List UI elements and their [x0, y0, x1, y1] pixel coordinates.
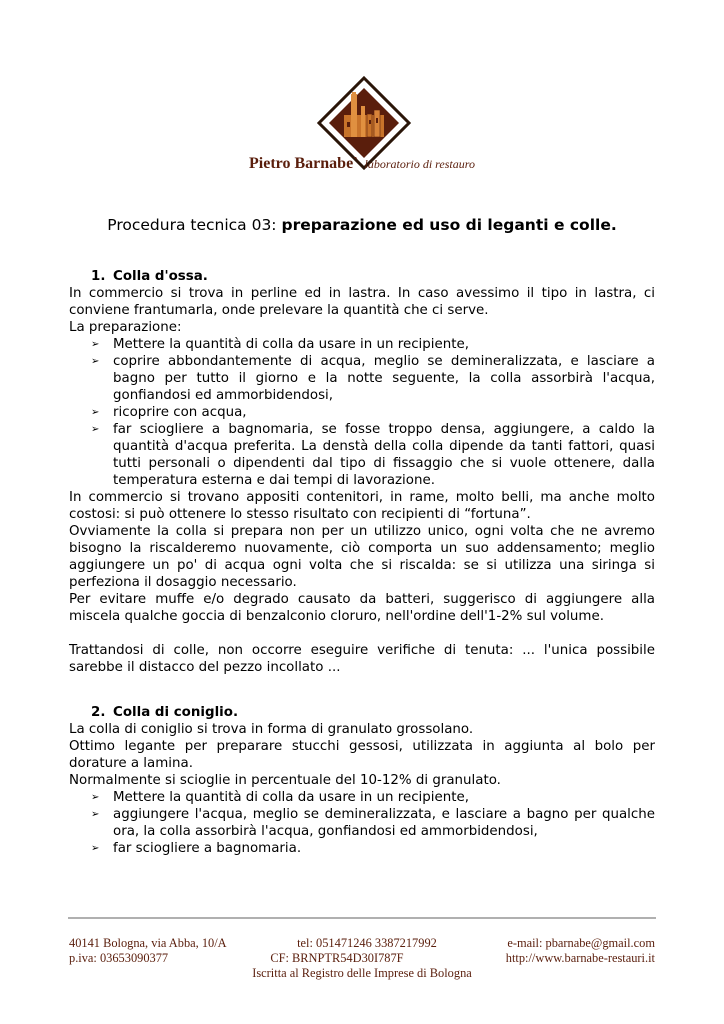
- paragraph: In commercio si trova in perline ed in lastra. In caso avessimo il tipo in lastra, ci conviene frantumarla, onde prelevare la quantità che ci serve.: [69, 286, 655, 318]
- arrow-bullet-icon: ➢: [91, 407, 100, 418]
- list-item: ➢ ricoprire con acqua,: [91, 405, 247, 420]
- footer-website-link[interactable]: http://www.barnabe-restauri.it: [505, 951, 655, 965]
- arrow-bullet-icon: ➢: [91, 843, 100, 854]
- paragraph: La preparazione:: [69, 320, 182, 335]
- document-title: [0, 216, 724, 234]
- bullet-list: [69, 789, 655, 857]
- arrow-bullet-icon: ➢: [91, 424, 100, 435]
- list-item: ➢ coprire abbondantemente di acqua, meglio se demineralizzata, e lasciare a bagno per tutto il giorno e la notte seguente, la colla assorbirà l'acqua, gonfiandosi ed ammorbidendosi,: [91, 354, 655, 403]
- list-item: ➢ Mettere la quantità di colla da usare in un recipiente,: [91, 337, 469, 352]
- footer-email[interactable]: e-mail: pbarnabe@gmail.com: [507, 936, 655, 950]
- footer-cf: CF: BRNPTR54D30I787F: [270, 951, 404, 965]
- list-item: ➢ far sciogliere a bagnomaria, se fosse troppo densa, aggiungere, a caldo la quantità d'acqua preferita. La denstà della colla dipende da tanti fattori, quasi tutti personali o dipendenti dal tipo di fissaggio che si vuole ottenere, dalla temperatura esterna e dai tempi di lavorazione.: [91, 422, 655, 488]
- footer-divider: [68, 917, 656, 919]
- brand-tagline: laboratorio di restauro: [364, 157, 475, 171]
- list-item: ➢ far sciogliere a bagnomaria.: [91, 841, 302, 856]
- footer-registry: Iscritta al Registro delle Imprese di Bologna: [252, 966, 472, 980]
- footer: [69, 936, 655, 981]
- arrow-bullet-icon: ➢: [91, 339, 100, 350]
- title-main: preparazione ed uso di leganti e colle.: [281, 216, 617, 234]
- paragraph: Per evitare muffe e/o degrado causato da batteri, suggerisco di aggiungere alla miscela qualche goccia di benzalconio cloruro, nell'ordine dell'1-2% sul volume.: [69, 592, 655, 624]
- footer-address: 40141 Bologna, via Abba, 10/A: [69, 936, 227, 950]
- list-item: ➢ aggiungere l'acqua, meglio se demineralizzata, e lasciare a bagno per qualche ora, la colla assorbirà l'acqua, gonfiandosi ed ammorbidendosi,: [91, 807, 655, 839]
- arrow-bullet-icon: ➢: [91, 809, 100, 820]
- title-prefix: Procedura tecnica 03:: [107, 216, 282, 234]
- brand-line: [0, 155, 724, 173]
- paragraph: In commercio si trovano appositi contenitori, in rame, molto belli, ma anche molto costosi: si può ottenere lo stesso risultato con recipienti di “fortuna”.: [69, 490, 655, 522]
- paragraph: Ottimo legante per preparare stucchi gessosi, utilizzata in aggiunta al bolo per dorature a lamina.: [69, 739, 655, 771]
- arrow-bullet-icon: ➢: [91, 356, 100, 367]
- arrow-bullet-icon: ➢: [91, 792, 100, 803]
- footer-piva: p.iva: 03653090377: [69, 951, 169, 965]
- paragraph: Trattandosi di colle, non occorre eseguire verifiche di tenuta: ... l'unica possibile sarebbe il distacco del pezzo incollato ...: [69, 643, 655, 675]
- paragraph: Normalmente si scioglie in percentuale del 10-12% di granulato.: [69, 773, 501, 788]
- brand-name: Pietro Barnabe`: [249, 155, 359, 172]
- footer-tel: tel: 051471246 3387217992: [297, 936, 437, 950]
- paragraph: La colla di coniglio si trova in forma di granulato grossolano.: [69, 722, 474, 737]
- bullet-list: [69, 336, 655, 489]
- paragraph: Ovviamente la colla si prepara non per un utilizzo unico, ogni volta che ne avremo bisogno la riscalderemo nuovamente, ciò comporta un suo addensamento; meglio aggiungere un po' di acqua ogni volta che si riscalda: se si utilizza una siringa si perfeziona il dosaggio necessario.: [69, 524, 655, 590]
- list-item: ➢ Mettere la quantità di colla da usare in un recipiente,: [91, 790, 469, 805]
- document-body: [69, 268, 655, 857]
- section-heading: 2. Colla di coniglio.: [91, 705, 239, 720]
- section-heading: 1. Colla d'ossa.: [91, 269, 208, 284]
